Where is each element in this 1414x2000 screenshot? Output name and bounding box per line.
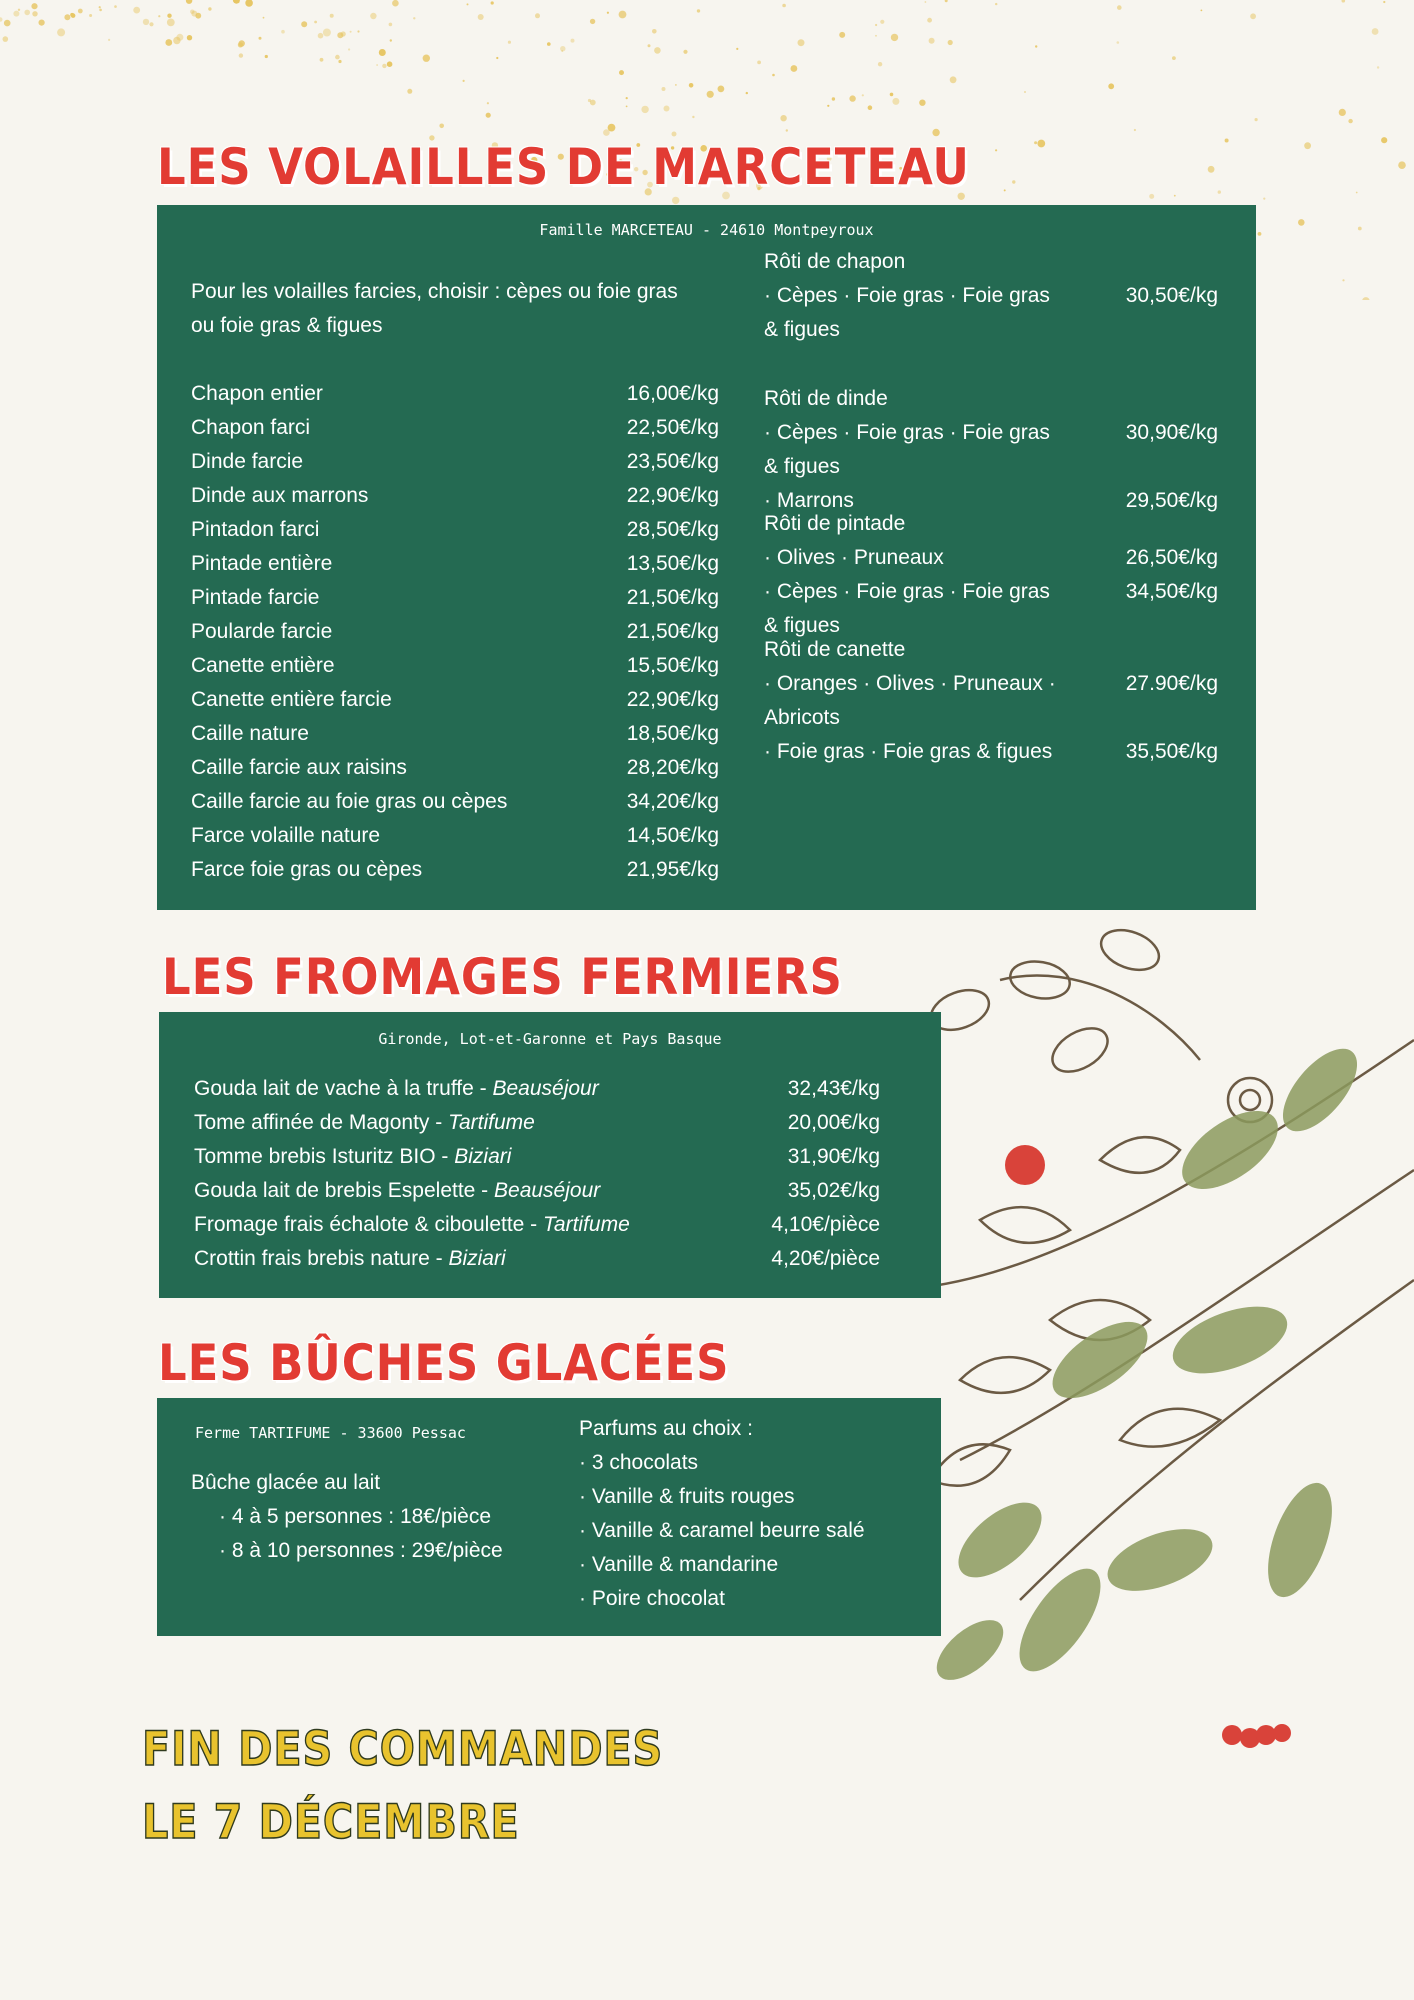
confetti-dot	[919, 100, 925, 106]
confetti-dot	[114, 5, 117, 8]
price-row	[191, 479, 719, 513]
item-price: 20,00€/kg	[787, 1111, 880, 1134]
confetti-dot	[370, 13, 376, 19]
confetti-dot	[265, 55, 268, 58]
confetti-dot	[1134, 129, 1136, 131]
confetti-dot	[78, 9, 83, 14]
confetti-dot	[880, 20, 884, 24]
confetti-dot	[1255, 118, 1258, 121]
item-name: Canette entière	[191, 654, 335, 677]
confetti-dot	[18, 9, 20, 11]
volailles-panel	[157, 205, 1256, 910]
item-name: Dinde farcie	[191, 450, 304, 473]
confetti-dot	[849, 95, 855, 101]
confetti-dot	[875, 24, 877, 26]
confetti-dot	[496, 57, 498, 59]
confetti-dot	[798, 39, 805, 46]
item-price: 35,02€/kg	[787, 1179, 880, 1202]
confetti-dot	[191, 11, 197, 17]
confetti-dot	[683, 50, 687, 54]
roti-option-price: 30,90€/kg	[1125, 421, 1218, 444]
roti-block	[764, 245, 1218, 347]
confetti-dot	[1342, 279, 1344, 281]
confetti-dot	[487, 102, 489, 104]
confetti-dot	[641, 106, 648, 113]
price-row	[191, 411, 719, 445]
confetti-dot	[746, 92, 748, 94]
confetti-dot	[320, 58, 324, 62]
volailles-price-list	[191, 377, 719, 887]
confetti-dot	[950, 76, 957, 83]
confetti-dot	[1339, 109, 1346, 116]
item-name: Poularde farcie	[191, 620, 333, 643]
confetti-dot	[245, 0, 253, 7]
confetti-dot	[478, 14, 484, 20]
buches-size: · 4 à 5 personnes : 18€/pièce	[219, 1505, 492, 1528]
confetti-dot	[1225, 139, 1229, 143]
confetti-dot	[652, 29, 657, 34]
item-price: 28,20€/kg	[626, 756, 719, 779]
confetti-dot	[158, 15, 160, 17]
confetti-dot	[1024, 91, 1026, 93]
roti-option-label: · Cèpes · Foie gras · Foie gras & figues	[764, 284, 1050, 341]
confetti-dot	[662, 87, 666, 91]
price-row	[191, 819, 719, 853]
confetti-dot	[590, 19, 595, 24]
confetti-dot	[757, 61, 761, 65]
confetti-dot	[338, 60, 341, 63]
price-row	[191, 513, 719, 547]
item-name: Farce volaille nature	[191, 824, 381, 847]
order-deadline-line2: LE 7 DÉCEMBRE	[142, 1795, 520, 1850]
roti-option	[764, 735, 1218, 769]
roti-title: Rôti de canette	[764, 638, 906, 661]
confetti-dot	[1218, 190, 1221, 193]
fromages-panel	[159, 1012, 941, 1298]
confetti-dot	[782, 4, 786, 8]
roti-block	[764, 507, 1218, 643]
roti-option-label: · Olives · Pruneaux	[764, 546, 944, 569]
item-name: Crottin frais brebis nature - Biziari	[194, 1247, 506, 1270]
confetti-dot	[24, 10, 30, 16]
roti-option-price: 35,50€/kg	[1125, 740, 1218, 763]
item-name: Fromage frais échalote & ciboulette - Tartifume	[194, 1213, 630, 1236]
price-row	[194, 1242, 880, 1276]
confetti-dot	[603, 129, 610, 136]
item-name: Pintadon farci	[191, 518, 320, 541]
confetti-dot	[1004, 189, 1006, 191]
confetti-dot	[932, 129, 939, 136]
item-name: Pintade farcie	[191, 586, 320, 609]
confetti-dot	[664, 106, 670, 112]
confetti-dot	[108, 39, 110, 41]
roti-title: Rôti de pintade	[764, 512, 906, 535]
confetti-dot	[1358, 227, 1362, 231]
buches-flavor: · Poire chocolat	[579, 1587, 725, 1610]
confetti-dot	[32, 11, 37, 16]
confetti-dot	[692, 116, 694, 118]
confetti-dot	[350, 31, 352, 33]
price-row	[191, 683, 719, 717]
confetti-dot	[878, 62, 882, 66]
confetti-dot	[467, 3, 469, 5]
confetti-dot	[1298, 219, 1305, 226]
confetti-dot	[1172, 56, 1176, 60]
confetti-dot	[1037, 140, 1045, 148]
roti-block	[764, 633, 1218, 769]
item-name: Dinde aux marrons	[191, 484, 369, 507]
item-price: 21,50€/kg	[626, 586, 719, 609]
item-name: Gouda lait de vache à la truffe - Beauséjour	[194, 1077, 599, 1100]
roti-option-label: · Foie gras · Foie gras & figues	[764, 740, 1053, 763]
confetti-dot	[387, 61, 393, 67]
roti-option-label: · Oranges · Olives · Pruneaux · Abricots	[764, 672, 1056, 729]
confetti-dot	[357, 30, 359, 32]
leaves-branch-decoration	[900, 920, 1414, 1760]
confetti-dot	[1258, 232, 1262, 236]
roti-block	[764, 382, 1218, 518]
confetti-dot	[791, 65, 798, 72]
confetti-dot	[607, 12, 609, 14]
confetti-dot	[439, 124, 444, 129]
confetti-dot	[648, 44, 651, 47]
confetti-dot	[1117, 5, 1122, 10]
confetti-dot	[1372, 28, 1379, 35]
item-price: 28,50€/kg	[626, 518, 719, 541]
order-deadline-line1: FIN DES COMMANDES	[142, 1722, 664, 1777]
confetti-dot	[995, 149, 997, 151]
price-row	[194, 1208, 880, 1242]
buches-flavor: · 3 chocolats	[579, 1451, 699, 1474]
item-price: 4,10€/pièce	[771, 1213, 880, 1236]
price-row	[191, 785, 719, 819]
confetti-dot	[571, 39, 575, 43]
confetti-dot	[335, 55, 340, 60]
buches-product-name: Bûche glacée au lait	[191, 1471, 381, 1494]
confetti-dot	[167, 19, 175, 27]
confetti-dot	[413, 17, 415, 19]
confetti-dot	[891, 34, 898, 41]
confetti-dot	[1263, 198, 1265, 200]
price-row	[191, 445, 719, 479]
confetti-dot	[392, 0, 399, 7]
item-price: 32,43€/kg	[787, 1077, 880, 1100]
confetti-dot	[1117, 41, 1120, 44]
confetti-dot	[875, 35, 877, 37]
item-price: 4,20€/pièce	[771, 1247, 880, 1270]
confetti-dot	[233, 0, 240, 4]
confetti-dot	[1398, 161, 1406, 169]
confetti-dot	[239, 53, 243, 57]
confetti-dot	[772, 74, 775, 77]
roti-option-price: 27.90€/kg	[1125, 672, 1218, 695]
confetti-dot	[176, 34, 183, 41]
confetti-dot	[376, 64, 378, 66]
confetti-dot	[3, 36, 9, 42]
confetti-dot	[379, 49, 386, 56]
buches-flavor: · Vanille & caramel beurre salé	[579, 1519, 865, 1542]
confetti-dot	[675, 84, 677, 86]
confetti-dot	[948, 40, 953, 45]
confetti-dot	[718, 86, 725, 93]
confetti-dot	[1035, 45, 1037, 47]
item-price: 18,50€/kg	[626, 722, 719, 745]
volailles-producer: Famille MARCETEAU - 24610 Montpeyroux	[539, 221, 874, 239]
confetti-dot	[323, 29, 331, 37]
confetti-dot	[626, 106, 628, 108]
item-name: Tomme brebis Isturitz BIO - Biziari	[194, 1145, 512, 1168]
item-price: 16,00€/kg	[626, 382, 719, 405]
section-title-fromages: LES FROMAGES FERMIERS	[162, 948, 843, 1006]
confetti-dot	[619, 70, 624, 75]
item-producer: Tartifume	[448, 1111, 535, 1134]
item-producer: Tartifume	[543, 1213, 630, 1236]
confetti-dot	[318, 33, 324, 39]
confetti-dot	[348, 48, 350, 50]
price-row	[191, 717, 719, 751]
confetti-dot	[654, 47, 661, 54]
roti-option-label: · Cèpes · Foie gras · Foie gras & figues	[764, 580, 1050, 637]
confetti-dot	[31, 3, 37, 9]
confetti-dot	[925, 1, 927, 3]
roti-option	[764, 279, 1218, 347]
confetti-dot	[64, 14, 70, 20]
section-title-buches: LES BÛCHES GLACÉES	[158, 1334, 730, 1392]
confetti-dot	[407, 89, 412, 94]
item-name: Caille farcie au foie gras ou cèpes	[191, 790, 508, 813]
roti-option-label: · Cèpes · Foie gras · Foie gras & figues	[764, 421, 1050, 478]
confetti-dot	[626, 97, 628, 99]
item-price: 34,20€/kg	[626, 790, 719, 813]
price-row	[194, 1174, 880, 1208]
item-name: Gouda lait de brebis Espelette - Beauséjour	[194, 1179, 601, 1202]
buches-flavors	[579, 1412, 865, 1616]
confetti-dot	[1250, 13, 1256, 19]
confetti-dot	[832, 97, 835, 100]
confetti-dot	[927, 18, 932, 23]
confetti-dot	[995, 3, 997, 5]
confetti-dot	[890, 93, 894, 97]
item-price: 15,50€/kg	[626, 654, 719, 677]
buches-flavor: · Vanille & mandarine	[579, 1553, 779, 1576]
confetti-dot	[337, 32, 343, 38]
confetti-dot	[707, 91, 714, 98]
price-row	[191, 649, 719, 683]
confetti-dot	[463, 80, 465, 82]
item-producer: Biziari	[448, 1247, 506, 1270]
confetti-dot	[689, 83, 694, 88]
confetti-dot	[301, 21, 307, 27]
roti-option-price: 29,50€/kg	[1125, 489, 1218, 512]
confetti-dot	[208, 7, 211, 10]
roti-title: Rôti de chapon	[764, 250, 906, 273]
confetti-dot	[99, 6, 101, 8]
confetti-dot	[827, 105, 829, 107]
confetti-dot	[1362, 297, 1370, 300]
volailles-intro: Pour les volailles farcies, choisir : cèpes ou foie gras ou foie gras & figues	[191, 280, 678, 337]
item-name: Tome affinée de Magonty - Tartifume	[194, 1111, 535, 1134]
item-price: 22,90€/kg	[626, 688, 719, 711]
confetti-dot	[263, 17, 265, 19]
price-row	[191, 751, 719, 785]
price-row	[191, 547, 719, 581]
confetti-dot	[1383, 1, 1385, 3]
item-price: 13,50€/kg	[626, 552, 719, 575]
buches-panel	[157, 1398, 941, 1636]
item-producer: Beauséjour	[494, 1179, 601, 1202]
confetti-dot	[1201, 10, 1203, 12]
confetti-dot	[281, 30, 285, 34]
confetti-dot	[868, 105, 873, 110]
roti-option	[764, 667, 1218, 735]
confetti-dot	[39, 20, 45, 26]
roti-option	[764, 416, 1218, 484]
confetti-dot	[1381, 137, 1387, 143]
fromages-price-list	[194, 1072, 880, 1276]
buches-product	[191, 1466, 503, 1568]
confetti-dot	[736, 48, 738, 50]
confetti-dot	[390, 39, 392, 41]
roti-title: Rôti de dinde	[764, 387, 888, 410]
confetti-dot	[1012, 180, 1015, 183]
confetti-dot	[133, 7, 140, 14]
confetti-dot	[259, 37, 262, 40]
item-producer: Biziari	[454, 1145, 512, 1168]
confetti-dot	[4, 20, 11, 27]
confetti-dot	[535, 13, 540, 18]
roti-option-label: · Marrons	[764, 489, 854, 512]
confetti-dot	[239, 40, 245, 46]
confetti-dot	[547, 42, 551, 46]
buches-size: · 8 à 10 personnes : 29€/pièce	[219, 1539, 503, 1562]
confetti-dot	[588, 99, 591, 102]
item-name: Pintade entière	[191, 552, 333, 575]
confetti-dot	[99, 9, 102, 12]
item-price: 22,50€/kg	[626, 416, 719, 439]
item-name: Caille nature	[191, 722, 309, 745]
confetti-dot	[167, 14, 171, 18]
confetti-dot	[423, 55, 430, 62]
confetti-dot	[1377, 66, 1379, 68]
confetti-dot	[187, 35, 192, 40]
confetti-dot	[560, 46, 565, 51]
confetti-dot	[1356, 192, 1358, 194]
confetti-dot	[165, 39, 172, 46]
item-price: 23,50€/kg	[626, 450, 719, 473]
confetti-dot	[839, 32, 845, 38]
item-price: 31,90€/kg	[787, 1145, 880, 1168]
price-row	[194, 1106, 880, 1140]
confetti-dot	[862, 94, 864, 96]
confetti-dot	[1034, 141, 1037, 144]
confetti-dot	[314, 21, 317, 24]
confetti-dot	[1342, 0, 1346, 3]
confetti-dot	[697, 9, 700, 12]
confetti-dot	[672, 197, 679, 204]
confetti-dot	[1149, 194, 1154, 199]
confetti-dot	[149, 22, 153, 26]
confetti-dot	[491, 1, 494, 4]
confetti-dot	[1348, 119, 1352, 123]
buches-flavor: · Vanille & fruits rouges	[579, 1485, 795, 1508]
confetti-dot	[186, 0, 192, 4]
confetti-dot	[330, 14, 334, 18]
confetti-dot	[382, 64, 386, 68]
item-name: Chapon entier	[191, 382, 323, 405]
confetti-dot	[1208, 166, 1215, 173]
confetti-dot	[672, 132, 677, 137]
price-row	[191, 853, 719, 887]
confetti-dot	[786, 129, 788, 131]
item-price: 22,90€/kg	[626, 484, 719, 507]
confetti-dot	[619, 11, 627, 19]
item-name: Caille farcie aux raisins	[191, 756, 407, 779]
section-title-volailles: LES VOLAILLES DE MARCETEAU	[157, 138, 970, 196]
item-price: 14,50€/kg	[626, 824, 719, 847]
confetti-dot	[0, 17, 3, 22]
confetti-dot	[780, 115, 786, 121]
confetti-dot	[508, 41, 511, 44]
confetti-dot	[143, 19, 149, 25]
price-row	[194, 1072, 880, 1106]
confetti-dot	[1108, 83, 1114, 89]
confetti-dot	[389, 23, 393, 27]
item-producer: Beauséjour	[492, 1077, 599, 1100]
item-name: Canette entière farcie	[191, 688, 392, 711]
price-row	[191, 377, 719, 411]
confetti-dot	[1174, 195, 1176, 197]
item-name: Farce foie gras ou cèpes	[191, 858, 423, 881]
price-row	[191, 615, 719, 649]
item-price: 21,50€/kg	[626, 620, 719, 643]
confetti-dot	[89, 14, 92, 17]
item-price: 21,95€/kg	[626, 858, 719, 881]
confetti-dot	[1304, 142, 1311, 149]
confetti-dot	[929, 38, 935, 44]
price-row	[191, 581, 719, 615]
confetti-dot	[892, 98, 899, 105]
buches-flavors-title: Parfums au choix :	[579, 1417, 753, 1440]
roti-option	[764, 541, 1218, 575]
roti-option-price: 34,50€/kg	[1125, 580, 1218, 603]
fromages-origin: Gironde, Lot-et-Garonne et Pays Basque	[378, 1030, 722, 1048]
confetti-dot	[57, 28, 65, 36]
buches-producer: Ferme TARTIFUME - 33600 Pessac	[195, 1424, 466, 1442]
roti-option-price: 26,50€/kg	[1125, 546, 1218, 569]
confetti-dot	[70, 13, 74, 17]
confetti-dot	[945, 0, 948, 2]
confetti-dot	[13, 11, 19, 17]
price-row	[194, 1140, 880, 1174]
item-name: Chapon farci	[191, 416, 311, 439]
roti-option-price: 30,50€/kg	[1125, 284, 1218, 307]
confetti-dot	[486, 113, 491, 118]
